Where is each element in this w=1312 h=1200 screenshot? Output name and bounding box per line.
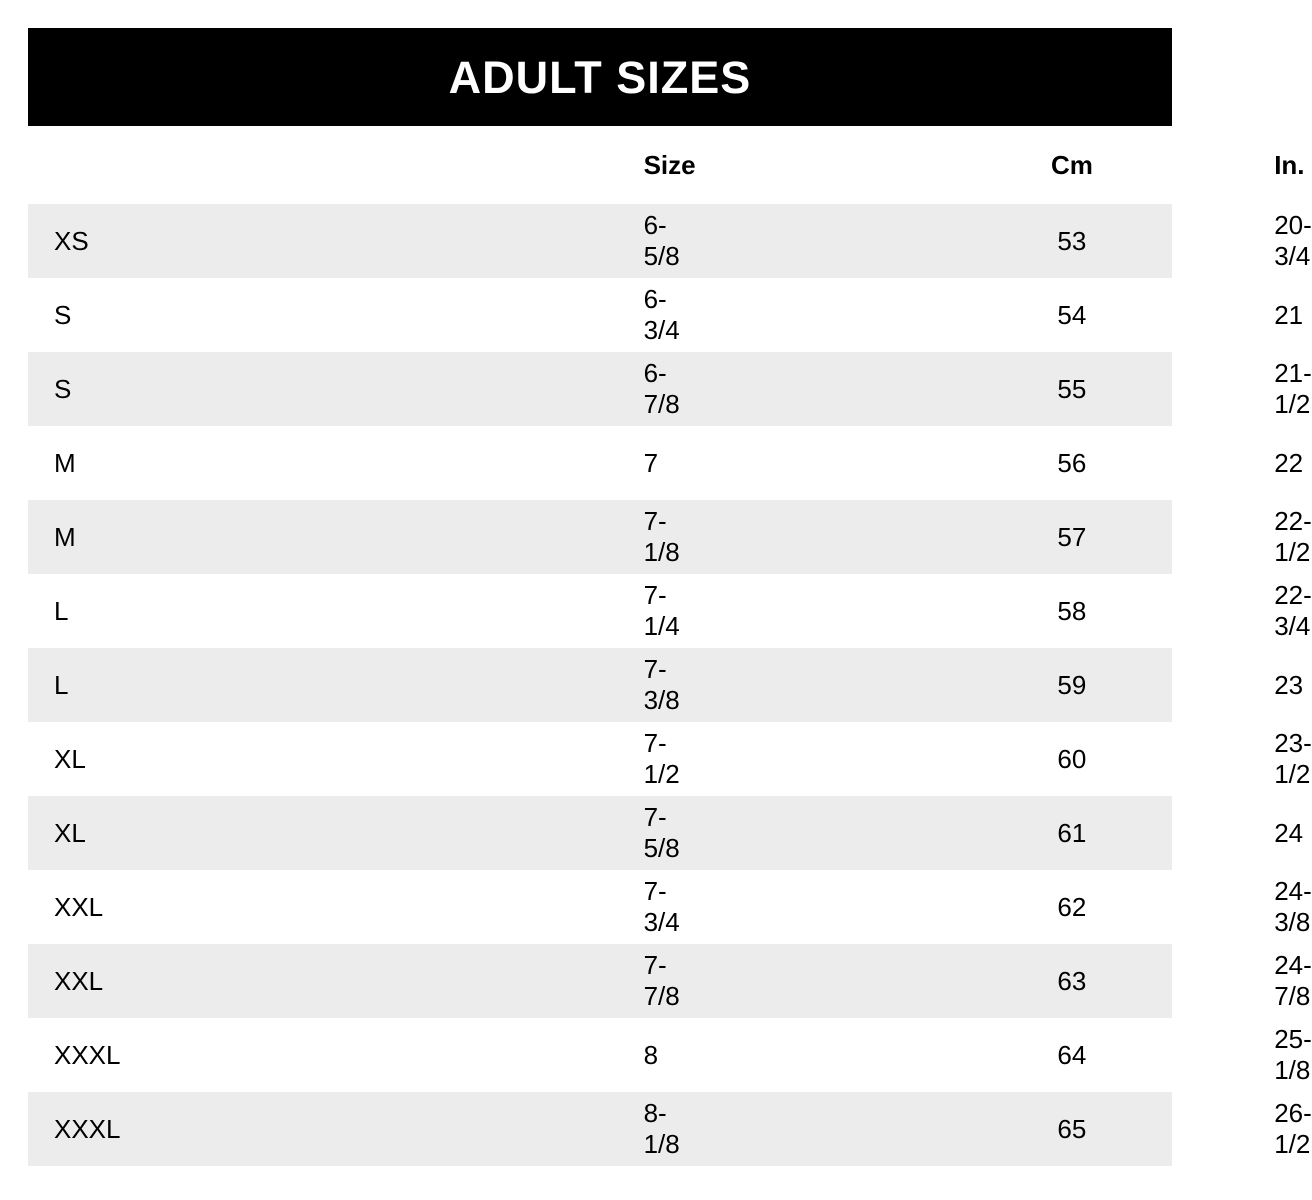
table-row: [28, 278, 1172, 352]
cell-inches: 24-3/8: [657, 870, 972, 944]
table-row: [28, 796, 1172, 870]
cell-cm: 59: [972, 648, 1172, 722]
cell-inches: 24-7/8: [657, 944, 972, 1018]
cell-hat-size: 6-5/8: [343, 204, 658, 278]
table-body: [28, 204, 1312, 1166]
cell-inches: 22-3/4: [657, 574, 972, 648]
cell-inches: 26-1/2: [657, 1092, 972, 1166]
cell-hat-size: 6-7/8: [343, 352, 658, 426]
cell-cm: 54: [972, 278, 1172, 352]
cell-cm: 64: [972, 1018, 1172, 1092]
cell-cm: 60: [972, 722, 1172, 796]
cell-inches: 22: [657, 426, 972, 500]
cell-cm: 65: [972, 1092, 1172, 1166]
cell-inches: 23: [657, 648, 972, 722]
cell-hat-size: 6-3/4: [343, 278, 658, 352]
table-row: [28, 574, 1172, 648]
cell-size-label: L: [28, 574, 343, 648]
cell-cm: 55: [972, 352, 1172, 426]
table-row: [28, 1018, 1172, 1092]
cell-inches: 24: [657, 796, 972, 870]
cell-hat-size: 8-1/8: [343, 1092, 658, 1166]
table-row: [28, 352, 1172, 426]
cell-cm: 56: [972, 426, 1172, 500]
table-row: [28, 870, 1172, 944]
cell-inches: 23-1/2: [657, 722, 972, 796]
table-row: [28, 500, 1172, 574]
cell-hat-size: 7-1/8: [343, 500, 658, 574]
cell-cm: 63: [972, 944, 1172, 1018]
cell-hat-size: 7-3/4: [343, 870, 658, 944]
cell-inches: 21: [657, 278, 972, 352]
column-header-size: Size: [343, 126, 658, 204]
table-header-row: [28, 126, 1305, 204]
cell-hat-size: 7: [343, 426, 658, 500]
cell-size-label: XXXL: [28, 1018, 343, 1092]
cell-hat-size: 7-1/4: [343, 574, 658, 648]
cell-size-label: M: [28, 500, 343, 574]
cell-inches: 20-3/4: [657, 204, 972, 278]
cell-inches: 25-1/8: [657, 1018, 972, 1092]
table-row: [28, 944, 1172, 1018]
cell-size-label: XL: [28, 722, 343, 796]
cell-cm: 62: [972, 870, 1172, 944]
adult-sizes-table: [28, 126, 1312, 1166]
cell-inches: 21-1/2: [657, 352, 972, 426]
table-row: [28, 648, 1172, 722]
cell-hat-size: 7-3/8: [343, 648, 658, 722]
cell-size-label: L: [28, 648, 343, 722]
table-row: [28, 204, 1172, 278]
cell-cm: 53: [972, 204, 1172, 278]
table-row: [28, 722, 1172, 796]
cell-size-label: M: [28, 426, 343, 500]
column-header-blank: [28, 126, 343, 204]
cell-size-label: XXXL: [28, 1092, 343, 1166]
cell-hat-size: 7-1/2: [343, 722, 658, 796]
cell-size-label: XXL: [28, 870, 343, 944]
cell-size-label: S: [28, 278, 343, 352]
column-header-inches: In.: [657, 126, 972, 204]
chart-header-bar: [28, 28, 1172, 126]
page-title: ADULT SIZES: [448, 51, 752, 103]
table-row: [28, 1092, 1172, 1166]
cell-size-label: S: [28, 352, 343, 426]
cell-hat-size: 7-7/8: [343, 944, 658, 1018]
table-row: [28, 426, 1172, 500]
cell-cm: 61: [972, 796, 1172, 870]
column-header-cm: Cm: [972, 126, 1172, 204]
cell-hat-size: 7-5/8: [343, 796, 658, 870]
cell-cm: 58: [972, 574, 1172, 648]
cell-size-label: XS: [28, 204, 343, 278]
cell-size-label: XL: [28, 796, 343, 870]
cell-inches: 22-1/2: [657, 500, 972, 574]
cell-cm: 57: [972, 500, 1172, 574]
cell-hat-size: 8: [343, 1018, 658, 1092]
cell-size-label: XXL: [28, 944, 343, 1018]
